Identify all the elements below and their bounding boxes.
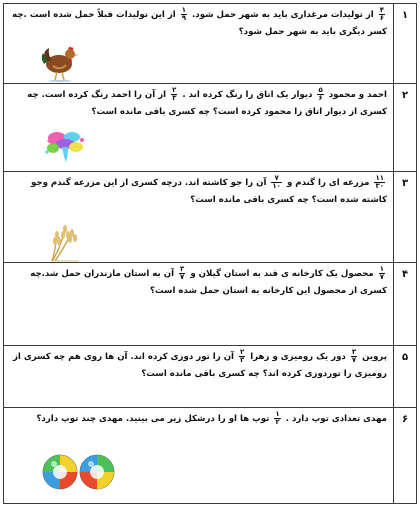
fraction: $\frac{۷}{۱۰}$ bbox=[272, 174, 281, 190]
ball-icon bbox=[43, 455, 77, 489]
question-text: احمد و محمود $\frac{۵}{۶}$ دیوار یک اتاق را رنگ کرده اند . $\frac{۲}{۳}$ از آن را احمد رنگ کرده است. چه کسری از دیوار اتاق را محمود کرده است؟ چه کسری باقی مانده است؟ bbox=[27, 86, 387, 117]
fraction: $\frac{۳}{۷}$ bbox=[180, 265, 185, 281]
question-number: ۴ bbox=[394, 263, 417, 346]
question-body bbox=[4, 408, 394, 504]
question-number: ۵ bbox=[394, 346, 417, 408]
question-row bbox=[4, 172, 417, 263]
question-row bbox=[4, 263, 417, 346]
question-number: ۶ bbox=[394, 408, 417, 504]
hen-icon bbox=[40, 44, 80, 82]
fraction: $\frac{۴}{۶}$ bbox=[379, 6, 384, 22]
question-row bbox=[4, 84, 417, 172]
question-text: $\frac{۱}{۷}$ محصول یک کارخانه ی قند به استان گیلان و $\frac{۳}{۷}$ آن به استان مازندران حمل شد.چه کسری از محصول این کارخانه به استان حمل شده است؟ bbox=[30, 265, 387, 296]
question-number: ۱ bbox=[394, 4, 417, 84]
question-body bbox=[4, 263, 394, 346]
question-body bbox=[4, 172, 394, 263]
fraction: $\frac{۱}{۷}$ bbox=[379, 265, 384, 281]
fraction: $\frac{۵}{۶}$ bbox=[318, 86, 323, 102]
ball-icon bbox=[80, 455, 114, 489]
question-body bbox=[4, 4, 394, 84]
fraction: $\frac{۳}{۷}$ bbox=[351, 348, 357, 364]
question-text: $\frac{۴}{۶}$ از تولیدات مرغداری باید به شهر حمل شود. $\frac{۱}{۹}$ از این تولیدات قبلاً حمل شده است .چه کسر دیگری باید به شهر حمل شود؟ bbox=[12, 6, 387, 37]
fraction: $\frac{۱}{۲}$ bbox=[275, 410, 280, 426]
question-number: ۲ bbox=[394, 84, 417, 172]
question-body bbox=[4, 346, 394, 408]
fraction: $\frac{۱۱}{۳۰}$ bbox=[375, 174, 384, 190]
question-row bbox=[4, 4, 417, 84]
balls-icon bbox=[42, 452, 116, 492]
question-text: مهدی تعدادی توپ دارد . $\frac{۱}{۲}$ توپ ها او را درشکل زیر می بینید. مهدی چند توپ دارد؟ bbox=[36, 410, 387, 426]
question-text: پروین $\frac{۳}{۷}$ دور یک رومیزی و زهرا $\frac{۲}{۳}$ آن را تور دوزی کرده اند. آن ها روی هم چه کسری از رومیزی را توردوزی کرده اند؟ چه کسری باقی مانده است؟ bbox=[12, 348, 387, 379]
question-text: $\frac{۱۱}{۳۰}$ مزرعه ای را گندم و $\frac{۷}{۱۰}$ آن را جو کاشته اند. درچه کسری از این مزرعه گندم وجو کاشته شده است؟ چه کسری باقی مانده است؟ bbox=[31, 174, 387, 205]
question-row bbox=[4, 408, 417, 504]
paint-splash-icon bbox=[44, 128, 86, 164]
questions-table bbox=[3, 3, 417, 504]
fraction: $\frac{۲}{۳}$ bbox=[172, 86, 177, 102]
question-row bbox=[4, 346, 417, 408]
worksheet bbox=[3, 3, 417, 503]
fraction: $\frac{۱}{۹}$ bbox=[181, 6, 187, 22]
question-body bbox=[4, 84, 394, 172]
fraction: $\frac{۲}{۳}$ bbox=[239, 348, 245, 364]
question-number: ۳ bbox=[394, 172, 417, 263]
wheat-icon bbox=[49, 220, 83, 262]
